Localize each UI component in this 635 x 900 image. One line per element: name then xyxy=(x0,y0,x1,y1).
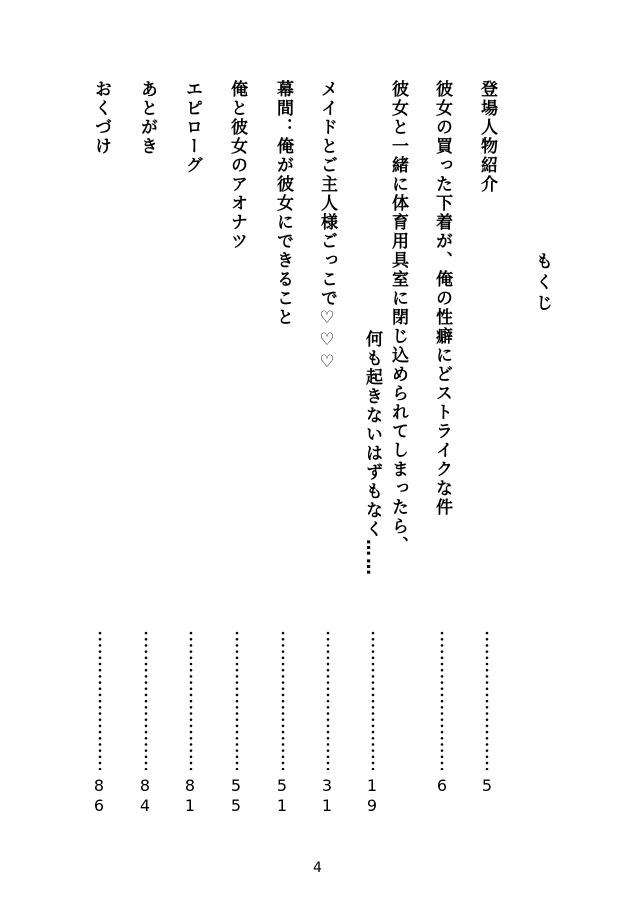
toc-entry-page: 5 5 xyxy=(230,776,242,815)
leader-dots xyxy=(280,630,286,770)
toc-entry-page: 3 1 xyxy=(321,776,333,815)
leader-dots xyxy=(188,630,194,770)
toc-entry-title: メイドとご主人様ごっこで♡♡♡ xyxy=(317,80,337,374)
leader-dots xyxy=(325,630,331,770)
toc-entry-title: 彼女と一緒に体育用具室に閉じ込められてしまったら、 xyxy=(388,80,408,555)
leader-dots xyxy=(370,630,376,770)
toc-entry-page: 5 1 xyxy=(276,776,288,815)
toc-entry-page: 6 xyxy=(436,776,448,795)
toc-title: もくじ xyxy=(532,252,552,315)
leader-dots xyxy=(439,630,445,770)
toc-entry-title: 登場人物紹介 xyxy=(477,80,497,194)
toc-entry-page: 1 9 xyxy=(366,776,378,815)
toc-entry-page: 8 1 xyxy=(184,776,196,815)
page-number: 4 xyxy=(313,860,322,876)
toc-entry-title: 彼女の買った下着が、俺の性癖にどストライクな件 xyxy=(432,80,452,517)
toc-entry-title: 俺と彼女のアオナツ xyxy=(227,80,247,251)
leader-dots xyxy=(97,630,103,770)
toc-entry-title: おくづけ xyxy=(91,80,111,156)
toc-entry-title-continued: 何も起きないはずもなく…… xyxy=(362,330,382,577)
toc-entry-page: 8 6 xyxy=(93,776,105,815)
leader-dots xyxy=(484,630,490,770)
toc-entry-title: エピローグ xyxy=(182,80,202,175)
leader-dots xyxy=(143,630,149,770)
toc-entry-page: 5 xyxy=(481,776,493,795)
leader-dots xyxy=(234,630,240,770)
toc-entry-page: 8 4 xyxy=(139,776,151,815)
toc-entry-title: 幕間：俺が彼女にできること xyxy=(273,80,293,327)
toc-entry-title: あとがき xyxy=(137,80,157,156)
